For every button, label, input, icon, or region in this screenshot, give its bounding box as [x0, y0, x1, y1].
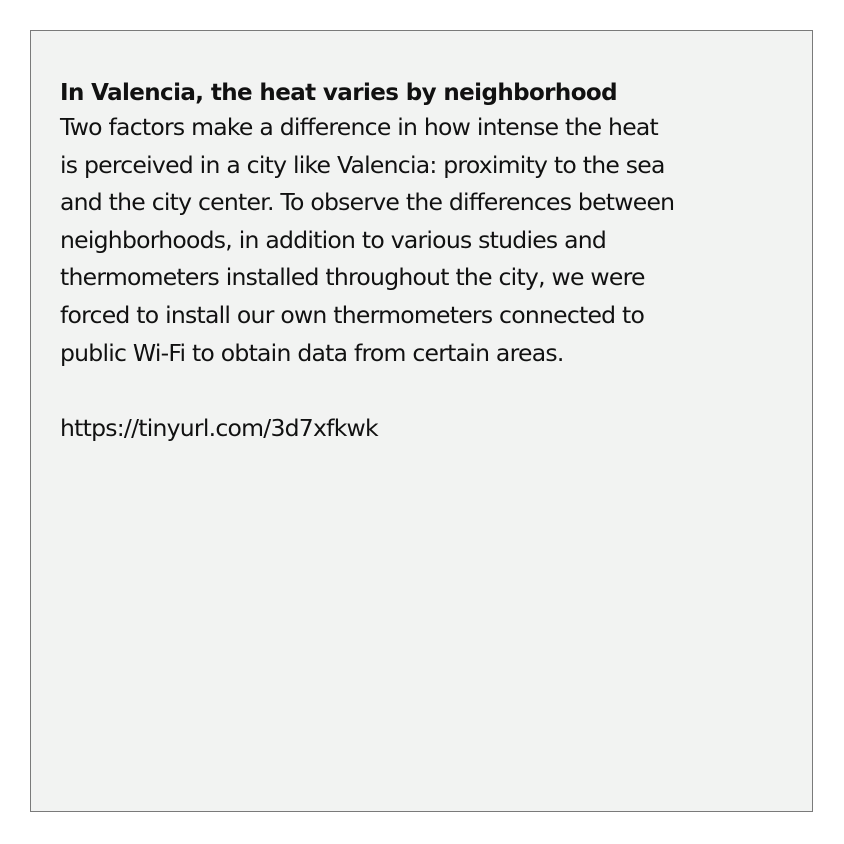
body-line: public Wi-Fi to obtain data from certain areas.: [60, 338, 564, 367]
article-title: In Valencia, the heat varies by neighborhood: [60, 80, 617, 106]
body-line: neighborhoods, in addition to various studies and: [60, 225, 607, 254]
card-content: [60, 77, 790, 447]
body-line: is perceived in a city like Valencia: proximity to the sea: [60, 150, 665, 179]
text-card: [30, 30, 813, 812]
body-line: thermometers installed throughout the city, we were: [60, 263, 645, 292]
body-line: and the city center. To observe the differences between: [60, 188, 675, 217]
source-link[interactable]: https://tinyurl.com/3d7xfkwk: [60, 413, 378, 442]
article-body: [60, 109, 790, 372]
body-line: Two factors make a difference in how intense the heat: [60, 113, 659, 141]
body-line: forced to install our own thermometers connected to: [60, 300, 645, 329]
